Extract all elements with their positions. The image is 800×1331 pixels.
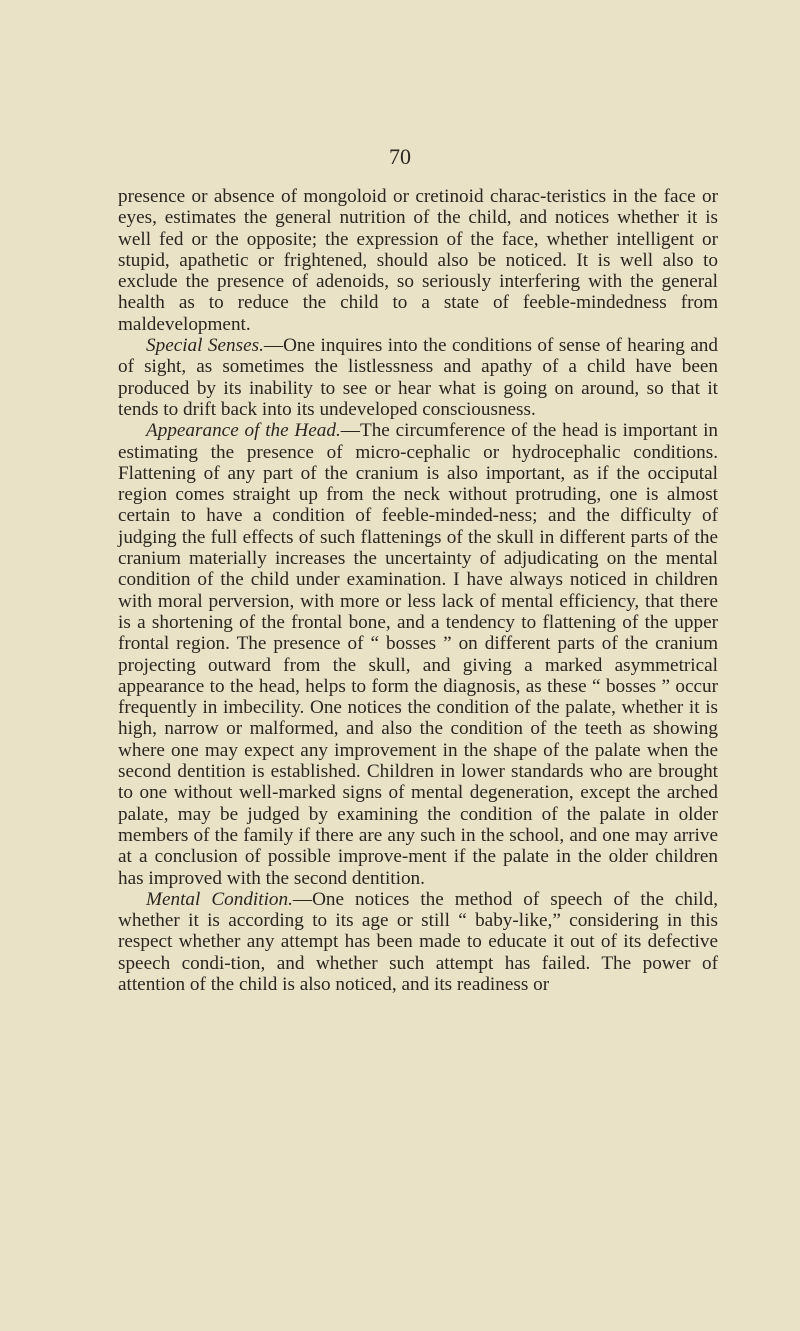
- paragraph-text: —One notices the method of speech of the child, whether it is according to its age or still “ baby-like,” considering in this respect whether any attempt has been made to educate it out of its defective speech condi-tion, and whether such attempt has failed. The power of attention of the child is also noticed, and its readiness or: [118, 888, 718, 995]
- section-heading: Appearance of the Head.: [146, 420, 341, 442]
- paragraph-special-senses: [118, 335, 718, 420]
- paragraph-continuation: [118, 186, 718, 335]
- paragraph-appearance-of-head: [118, 420, 718, 889]
- paragraph-text: presence or absence of mongoloid or cretinoid charac-teristics in the face or eyes, estimates the general nutrition of the child, and notices whether it is well fed or the opposite; the expression of the face, whether intelligent or stupid, apathetic or frightened, should also be noticed. It is well also to exclude the presence of adenoids, so seriously interfering with the general health as to reduce the child to a state of feeble-mindedness from maldevelopment.: [118, 186, 718, 335]
- body-text: [118, 186, 718, 995]
- section-heading: Mental Condition.: [146, 888, 293, 910]
- section-heading: Special Senses.: [146, 335, 264, 357]
- paragraph-text: —The circumference of the head is important in estimating the presence of micro-cephalic or hydrocephalic conditions. Flattening of any part of the cranium is also important, as if the occiputal region comes straight up from the neck without protruding, one is almost certain to have a condition of feeble-minded-ness; and the difficulty of judging the full effects of such flattenings of the skull in different parts of the cranium materially increases the uncertainty of adjudicating on the mental condition of the child under examination. I have always noticed in children with moral perversion, with more or less lack of mental efficiency, that there is a shortening of the frontal bone, and a tendency to flattening of the upper frontal region. The presence of “ bosses ” on different parts of the cranium projecting outward from the skull, and giving a marked asymmetrical appearance to the head, helps to form the diagnosis, as these “ bosses ” occur frequently in imbecility. One notices the condition of the palate, whether it is high, narrow or malformed, and also the condition of the teeth as showing where one may expect any improvement in the shape of the palate when the second dentition is established. Children in lower standards who are brought to one without well-marked signs of mental degeneration, except the arched palate, may be judged by examining the condition of the palate in older members of the family if there are any such in the school, and one may arrive at a conclusion of possible improve-ment if the palate in the older children has improved with the second dentition.: [118, 420, 718, 889]
- paragraph-text: —One inquires into the conditions of sense of hearing and of sight, as sometimes the listlessness and apathy of a child have been produced by its inability to see or hear what is going on around, so that it tends to drift back into its undeveloped consciousness.: [118, 335, 718, 420]
- page-number: 70: [389, 144, 411, 169]
- paragraph-mental-condition: [118, 889, 718, 995]
